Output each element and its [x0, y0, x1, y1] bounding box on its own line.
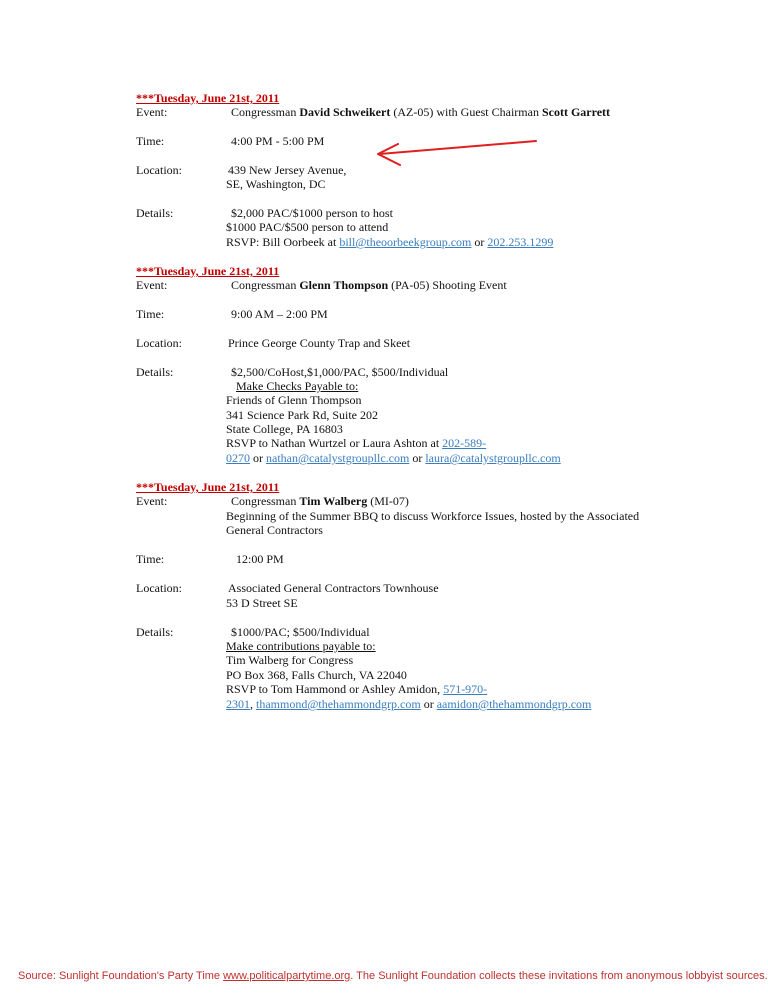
event-label: Event: — [136, 494, 168, 508]
phone-link[interactable]: 202.253.1299 — [487, 235, 554, 249]
checks-payable-label: Make Checks Payable to: — [236, 379, 359, 393]
rsvp-line: 2301, thammond@thehammondgrp.com or aamidon@thehammondgrp.com — [226, 697, 592, 711]
time-label: Time: — [136, 307, 165, 321]
email-link[interactable]: nathan@catalystgroupllc.com — [266, 451, 410, 465]
details-line: $1000 PAC/$500 person to attend — [226, 220, 389, 234]
phone-link[interactable]: 2301 — [226, 697, 250, 711]
event-date: ***Tuesday, June 21st, 2011 — [136, 91, 280, 105]
email-link[interactable]: thammond@thehammondgrp.com — [256, 697, 421, 711]
email-link[interactable]: bill@theoorbeekgroup.com — [339, 235, 472, 249]
time-value: 12:00 PM — [236, 552, 284, 566]
details-label: Details: — [136, 365, 174, 379]
location-line: SE, Washington, DC — [226, 177, 326, 191]
event-label: Event: — [136, 278, 168, 292]
email-link[interactable]: aamidon@thehammondgrp.com — [436, 697, 592, 711]
contributions-payable-label: Make contributions payable to: — [226, 639, 376, 653]
details-label: Details: — [136, 206, 174, 220]
phone-link[interactable]: 571-970- — [443, 682, 488, 696]
location-label: Location: — [136, 581, 182, 595]
event-date: ***Tuesday, June 21st, 2011 — [136, 480, 280, 494]
event-date: ***Tuesday, June 21st, 2011 — [136, 264, 280, 278]
rsvp-line: RSVP to Tom Hammond or Ashley Amidon, 571-970- — [226, 682, 488, 696]
location-label: Location: — [136, 336, 182, 350]
event-description-line: General Contractors — [226, 523, 323, 537]
rsvp-line: RSVP: Bill Oorbeek at bill@theoorbeekgroup.com or 202.253.1299 — [226, 235, 554, 249]
location-line: Prince George County Trap and Skeet — [228, 336, 411, 350]
details-label: Details: — [136, 625, 174, 639]
rsvp-line: 0270 or nathan@catalystgroupllc.com or laura@catalystgroupllc.com — [226, 451, 561, 465]
event-label: Event: — [136, 105, 168, 119]
time-value: 4:00 PM - 5:00 PM — [231, 134, 325, 148]
time-label: Time: — [136, 134, 165, 148]
time-value: 9:00 AM – 2:00 PM — [231, 307, 328, 321]
footer-link[interactable]: www.politicalpartytime.org — [223, 970, 351, 982]
rsvp-line: RSVP to Nathan Wurtzel or Laura Ashton at 202-589- — [226, 436, 487, 450]
details-line: $2,000 PAC/$1000 person to host — [231, 206, 393, 220]
location-line: 53 D Street SE — [226, 596, 298, 610]
payee-line: State College, PA 16803 — [226, 422, 343, 436]
phone-link[interactable]: 202-589- — [442, 436, 487, 450]
payee-line: PO Box 368, Falls Church, VA 22040 — [226, 668, 407, 682]
event-description: Congressman David Schweikert (AZ-05) with Guest Chairman Scott Garrett — [231, 105, 611, 119]
source-footer: Source: Sunlight Foundation's Party Time www.politicalpartytime.org. The Sunlight Foundation collects these invitations from anonymous lobbyist sources. — [18, 970, 768, 982]
event-description: Congressman Tim Walberg (MI-07) — [231, 494, 409, 508]
location-label: Location: — [136, 163, 182, 177]
red-arrow-icon — [370, 134, 545, 170]
details-line: $2,500/CoHost,$1,000/PAC, $500/Individual — [231, 365, 449, 379]
location-line: 439 New Jersey Avenue, — [228, 163, 347, 177]
payee-line: Tim Walberg for Congress — [226, 653, 354, 667]
location-line: Associated General Contractors Townhouse — [228, 581, 439, 595]
phone-link[interactable]: 0270 — [226, 451, 250, 465]
event-description: Congressman Glenn Thompson (PA-05) Shooting Event — [231, 278, 507, 292]
payee-line: Friends of Glenn Thompson — [226, 393, 362, 407]
event-description-line: Beginning of the Summer BBQ to discuss Workforce Issues, hosted by the Associated — [226, 509, 640, 523]
time-label: Time: — [136, 552, 165, 566]
payee-line: 341 Science Park Rd, Suite 202 — [226, 408, 378, 422]
details-line: $1000/PAC; $500/Individual — [231, 625, 370, 639]
email-link[interactable]: laura@catalystgroupllc.com — [425, 451, 561, 465]
